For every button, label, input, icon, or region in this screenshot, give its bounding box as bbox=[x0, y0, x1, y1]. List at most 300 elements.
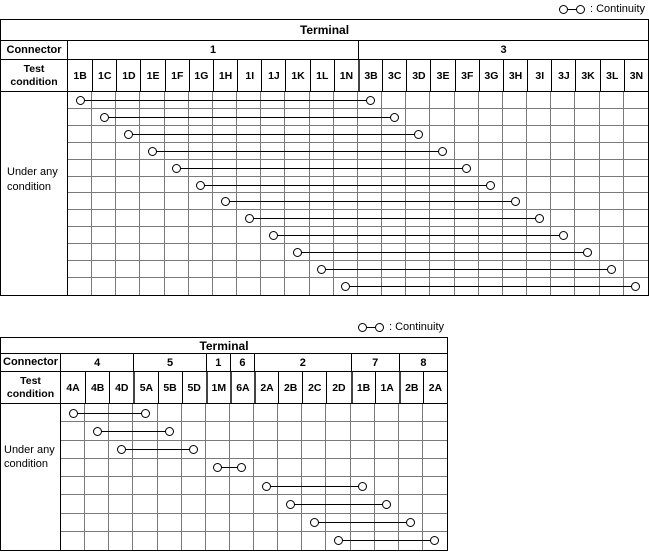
grid-cell bbox=[229, 477, 254, 495]
grid-cell bbox=[398, 404, 423, 422]
grid-cell bbox=[237, 227, 261, 244]
continuity-line bbox=[100, 431, 166, 432]
grid-cell bbox=[61, 495, 85, 513]
terminal-cell-4D: 4D bbox=[109, 372, 133, 403]
grid-cell bbox=[479, 109, 503, 126]
grid-cell bbox=[350, 441, 375, 459]
continuity-line bbox=[276, 235, 560, 236]
grid-cell bbox=[165, 193, 189, 210]
grid-cell bbox=[624, 143, 648, 160]
terminal-cell-1B: 1B bbox=[73, 69, 87, 82]
continuity-symbol-icon bbox=[358, 323, 384, 332]
grid-cell bbox=[375, 441, 399, 459]
connector-label: Connector bbox=[1, 354, 61, 371]
grid-cell bbox=[92, 261, 116, 278]
grid-cell bbox=[600, 109, 624, 126]
grid-cell bbox=[600, 210, 624, 227]
grid-cell bbox=[68, 143, 92, 160]
terminal-cell-1I: 1I bbox=[237, 60, 261, 91]
continuity-table-1 bbox=[0, 2, 649, 296]
grid-cell bbox=[116, 177, 140, 194]
terminal-header-row bbox=[1, 20, 648, 41]
connector-group-3: 3 bbox=[358, 41, 648, 59]
grid-cell bbox=[285, 261, 309, 278]
continuity-line bbox=[124, 449, 190, 450]
grid-cell bbox=[140, 210, 164, 227]
grid-cell bbox=[253, 495, 278, 513]
terminal-cell-3N: 3N bbox=[624, 60, 648, 91]
terminal-cell-2A: 2A bbox=[423, 372, 447, 403]
terminal-cell-2A: 2A bbox=[254, 372, 278, 403]
continuity-line bbox=[228, 201, 512, 202]
grid-cell bbox=[116, 160, 140, 177]
grid-cell bbox=[92, 278, 116, 295]
connector-group-7: 7 bbox=[351, 354, 399, 371]
terminal-cell-3I: 3I bbox=[527, 60, 551, 91]
terminal-cell-3E: 3E bbox=[430, 60, 454, 91]
grid-cell bbox=[302, 459, 326, 477]
grid-cell bbox=[61, 459, 85, 477]
terminal-cell-1J: 1J bbox=[261, 60, 285, 91]
grid-cell bbox=[85, 495, 109, 513]
grid-cell bbox=[278, 422, 302, 440]
grid-cell bbox=[61, 422, 85, 440]
connector-group-4: 4 bbox=[94, 356, 101, 369]
grid-cell bbox=[624, 126, 648, 143]
grid-cell bbox=[68, 227, 92, 244]
grid-cell bbox=[261, 261, 285, 278]
grid-cell bbox=[116, 210, 140, 227]
grid-cell bbox=[624, 261, 648, 278]
grid-cell bbox=[551, 109, 575, 126]
grid-cell bbox=[624, 92, 648, 109]
connector-group-1: 1 bbox=[209, 44, 217, 56]
terminal-cell-1E: 1E bbox=[140, 60, 164, 91]
table-frame bbox=[0, 337, 448, 551]
grid-cell bbox=[213, 227, 237, 244]
grid-cell bbox=[253, 441, 278, 459]
grid-cell bbox=[624, 109, 648, 126]
row-condition-label bbox=[1, 92, 68, 295]
continuity-table-2 bbox=[0, 320, 448, 551]
grid-cell bbox=[527, 92, 551, 109]
grid-cell bbox=[503, 126, 527, 143]
grid-cell bbox=[326, 404, 350, 422]
grid-cell bbox=[68, 278, 92, 295]
grid-cell bbox=[302, 532, 326, 550]
continuity-line bbox=[269, 486, 360, 487]
grid-cell bbox=[182, 404, 206, 422]
grid-cell bbox=[253, 404, 278, 422]
continuity-line bbox=[180, 168, 464, 169]
grid-cell bbox=[182, 532, 206, 550]
terminal-cell-3J: 3J bbox=[551, 60, 575, 91]
grid-cell bbox=[600, 177, 624, 194]
terminal-dot-3C bbox=[390, 113, 399, 122]
grid-cell bbox=[398, 441, 423, 459]
continuity-line bbox=[341, 540, 432, 541]
terminal-dot-4A bbox=[69, 409, 78, 418]
continuity-line bbox=[204, 185, 488, 186]
grid-cell bbox=[503, 92, 527, 109]
grid-cell bbox=[205, 422, 230, 440]
grid-cell bbox=[213, 278, 237, 295]
grid-cell bbox=[182, 459, 206, 477]
terminal-cell-5A: 5A bbox=[133, 372, 157, 403]
grid-cell bbox=[205, 495, 230, 513]
terminal-dot-2B bbox=[286, 500, 295, 509]
test-condition-row bbox=[1, 60, 648, 92]
grid-cell bbox=[527, 126, 551, 143]
grid-cell bbox=[92, 143, 116, 160]
grid-cell bbox=[326, 422, 350, 440]
grid-cell bbox=[423, 495, 447, 513]
grid-cell bbox=[398, 477, 423, 495]
legend-circle-icon bbox=[559, 5, 568, 14]
grid-cell bbox=[116, 227, 140, 244]
grid-cell bbox=[189, 278, 213, 295]
terminal-cell-1H: 1H bbox=[213, 60, 237, 91]
grid-cell bbox=[600, 92, 624, 109]
grid-cell bbox=[109, 459, 133, 477]
terminal-header: Terminal bbox=[199, 338, 249, 353]
grid-cell bbox=[140, 160, 164, 177]
grid-cell bbox=[503, 160, 527, 177]
grid-cell bbox=[68, 160, 92, 177]
terminal-dot-2A bbox=[262, 482, 271, 491]
grid-cell bbox=[551, 177, 575, 194]
grid-cell bbox=[575, 193, 599, 210]
terminal-cell-4A: 4A bbox=[66, 381, 80, 394]
grid-cell bbox=[423, 404, 447, 422]
grid-cell bbox=[213, 210, 237, 227]
terminal-dot-1G bbox=[196, 181, 205, 190]
grid-cell bbox=[109, 495, 133, 513]
continuity-line bbox=[156, 151, 440, 152]
grid-cell bbox=[600, 193, 624, 210]
grid-cell bbox=[302, 404, 326, 422]
terminal-cell-1G: 1G bbox=[189, 60, 213, 91]
terminal-dot-3G bbox=[486, 181, 495, 190]
legend-circle-icon bbox=[576, 5, 585, 14]
grid-cell bbox=[213, 261, 237, 278]
grid-cell bbox=[261, 244, 285, 261]
terminal-cell-3C: 3C bbox=[382, 60, 406, 91]
grid-cell bbox=[213, 244, 237, 261]
grid-cell bbox=[350, 459, 375, 477]
continuity-legend-1 bbox=[0, 2, 649, 16]
terminal-dot-1B bbox=[358, 482, 367, 491]
terminal-cell-3G: 3G bbox=[479, 60, 503, 91]
grid-cell bbox=[205, 477, 230, 495]
grid-cell bbox=[398, 495, 423, 513]
terminal-cell-5D: 5D bbox=[182, 372, 206, 403]
terminal-dot-2C bbox=[310, 518, 319, 527]
grid-cell bbox=[375, 459, 399, 477]
grid-cell bbox=[109, 532, 133, 550]
grid-cell bbox=[551, 143, 575, 160]
grid-cell bbox=[455, 143, 479, 160]
terminal-dot-1C bbox=[100, 113, 109, 122]
continuity-test-page bbox=[0, 2, 649, 551]
grid-cell bbox=[624, 160, 648, 177]
grid-cell bbox=[326, 459, 350, 477]
terminal-cell-1L: 1L bbox=[310, 60, 334, 91]
terminal-cell-1B: 1B bbox=[351, 372, 375, 403]
grid-cell bbox=[423, 459, 447, 477]
terminal-cell-3H: 3H bbox=[503, 60, 527, 91]
grid-cell bbox=[92, 177, 116, 194]
grid-cell bbox=[406, 109, 430, 126]
grid-cell bbox=[116, 261, 140, 278]
grid-cell bbox=[85, 514, 109, 532]
grid-cell bbox=[503, 143, 527, 160]
grid-cell bbox=[92, 193, 116, 210]
grid-cell bbox=[398, 422, 423, 440]
grid-cell bbox=[165, 177, 189, 194]
grid-cell bbox=[205, 532, 230, 550]
grid-cell bbox=[479, 160, 503, 177]
terminal-cells bbox=[68, 60, 648, 91]
grid-cell bbox=[132, 477, 157, 495]
terminal-cell-1F: 1F bbox=[165, 60, 189, 91]
grid-cell bbox=[261, 278, 285, 295]
grid-cell bbox=[237, 278, 261, 295]
grid-cell bbox=[229, 404, 254, 422]
grid-cell bbox=[527, 177, 551, 194]
legend-label: : Continuity bbox=[589, 3, 645, 15]
grid-cell bbox=[229, 495, 254, 513]
connector-label: Connector bbox=[1, 41, 68, 59]
terminal-dot-1F bbox=[172, 164, 181, 173]
grid-cell bbox=[189, 193, 213, 210]
grid-cell bbox=[92, 244, 116, 261]
grid-cell bbox=[85, 477, 109, 495]
grid-cell bbox=[285, 278, 309, 295]
grid-cell bbox=[600, 126, 624, 143]
terminal-cell-1N: 1N bbox=[334, 60, 358, 91]
grid-cell bbox=[624, 244, 648, 261]
grid-cell bbox=[132, 514, 157, 532]
grid-cell bbox=[140, 278, 164, 295]
terminal-header: Terminal bbox=[299, 23, 350, 37]
connector-group-1: 1 bbox=[206, 354, 230, 371]
grid-cell bbox=[140, 177, 164, 194]
terminal-cell-1A: 1A bbox=[375, 372, 399, 403]
terminal-cell-6A: 6A bbox=[230, 372, 254, 403]
grid-cell bbox=[423, 422, 447, 440]
grid-cell bbox=[278, 459, 302, 477]
grid-cell bbox=[92, 227, 116, 244]
terminal-dot-3F bbox=[462, 164, 471, 173]
grid-cell bbox=[624, 177, 648, 194]
grid-cell bbox=[92, 210, 116, 227]
terminal-dot-4B bbox=[93, 427, 102, 436]
grid-cell bbox=[575, 143, 599, 160]
grid-cell bbox=[165, 210, 189, 227]
grid-cell bbox=[237, 244, 261, 261]
grid-cell bbox=[423, 514, 447, 532]
grid-cell bbox=[182, 422, 206, 440]
grid-cell bbox=[140, 261, 164, 278]
grid-cell bbox=[189, 210, 213, 227]
grid-cell bbox=[423, 441, 447, 459]
grid-cell bbox=[182, 495, 206, 513]
grid-cell bbox=[503, 109, 527, 126]
terminal-cell-1M: 1M bbox=[206, 372, 230, 403]
row-condition-text: Under any condition bbox=[7, 166, 58, 193]
grid-cell bbox=[430, 109, 454, 126]
grid-cell bbox=[229, 532, 254, 550]
grid-cell bbox=[398, 459, 423, 477]
grid-cell bbox=[116, 244, 140, 261]
grid-cell bbox=[85, 441, 109, 459]
grid-cell bbox=[503, 177, 527, 194]
grid-cell bbox=[253, 459, 278, 477]
terminal-cell-3K: 3K bbox=[575, 60, 599, 91]
grid-cell bbox=[527, 193, 551, 210]
grid-cell bbox=[551, 160, 575, 177]
grid-cell bbox=[302, 441, 326, 459]
terminal-cell-4B: 4B bbox=[85, 372, 109, 403]
grid-cell bbox=[551, 193, 575, 210]
continuity-line bbox=[252, 218, 536, 219]
grid-cell bbox=[61, 477, 85, 495]
legend-circle-icon bbox=[375, 323, 384, 332]
continuity-line bbox=[301, 252, 585, 253]
grid-cell bbox=[479, 143, 503, 160]
terminal-dot-5B bbox=[165, 427, 174, 436]
terminal-dot-4D bbox=[117, 445, 126, 454]
grid-cell bbox=[423, 477, 447, 495]
grid-cell bbox=[600, 227, 624, 244]
grid-cell bbox=[382, 92, 406, 109]
grid-cell bbox=[68, 261, 92, 278]
grid-cell bbox=[600, 160, 624, 177]
terminal-cell-2B: 2B bbox=[399, 372, 423, 403]
grid-cell bbox=[575, 177, 599, 194]
grid-cell bbox=[455, 92, 479, 109]
grid-cell bbox=[205, 514, 230, 532]
grid-cell bbox=[165, 227, 189, 244]
grid-cell bbox=[85, 459, 109, 477]
grid-cell bbox=[575, 160, 599, 177]
test-condition-label: Test condition bbox=[1, 372, 61, 403]
grid-cell bbox=[158, 532, 182, 550]
grid-cell bbox=[189, 261, 213, 278]
grid-cell bbox=[624, 193, 648, 210]
grid-cell bbox=[68, 193, 92, 210]
grid-cell bbox=[551, 126, 575, 143]
grid-cell bbox=[132, 532, 157, 550]
grid-cell bbox=[116, 278, 140, 295]
grid-cell bbox=[575, 210, 599, 227]
legend-label: : Continuity bbox=[388, 321, 444, 333]
terminal-cell-1D: 1D bbox=[116, 60, 140, 91]
grid-cell bbox=[575, 92, 599, 109]
grid-cell bbox=[61, 441, 85, 459]
terminal-dot-3D bbox=[414, 130, 423, 139]
grid-cell bbox=[229, 514, 254, 532]
grid-cell bbox=[182, 477, 206, 495]
grid-cell bbox=[189, 227, 213, 244]
grid-cell bbox=[109, 477, 133, 495]
terminal-cell-2D: 2D bbox=[326, 372, 350, 403]
grid-cell bbox=[140, 244, 164, 261]
grid-cell bbox=[278, 532, 302, 550]
grid-cell bbox=[189, 244, 213, 261]
test-condition-label: Test condition bbox=[1, 60, 68, 91]
connector-group-6: 6 bbox=[230, 354, 254, 371]
terminal-dot-1D bbox=[124, 130, 133, 139]
connector-group-5: 5 bbox=[133, 354, 205, 371]
continuity-grid bbox=[68, 92, 648, 295]
grid-cell bbox=[527, 160, 551, 177]
test-condition-row bbox=[1, 372, 447, 404]
grid-cell bbox=[624, 227, 648, 244]
grid-cell bbox=[278, 514, 302, 532]
grid-cell bbox=[116, 143, 140, 160]
grid-cell bbox=[375, 404, 399, 422]
terminal-cells bbox=[61, 372, 447, 403]
grid-cell bbox=[575, 109, 599, 126]
grid-cell bbox=[237, 261, 261, 278]
grid-cell bbox=[158, 459, 182, 477]
continuity-grid bbox=[61, 404, 447, 550]
grid-cell bbox=[229, 441, 254, 459]
grid-cell bbox=[68, 177, 92, 194]
terminal-cell-1K: 1K bbox=[285, 60, 309, 91]
grid-cell bbox=[575, 126, 599, 143]
grid-row bbox=[1, 404, 447, 550]
continuity-line bbox=[83, 100, 367, 101]
grid-cell bbox=[406, 92, 430, 109]
grid-cell bbox=[551, 210, 575, 227]
grid-cell bbox=[310, 278, 334, 295]
terminal-dot-5A bbox=[141, 409, 150, 418]
grid-cell bbox=[132, 495, 157, 513]
grid-cell bbox=[61, 514, 85, 532]
grid-cell bbox=[479, 126, 503, 143]
terminal-dot-1A bbox=[382, 500, 391, 509]
grid-cell bbox=[158, 514, 182, 532]
continuity-line bbox=[76, 413, 142, 414]
legend-line-icon bbox=[568, 9, 576, 10]
continuity-symbol-icon bbox=[559, 5, 585, 14]
continuity-legend-2 bbox=[0, 320, 448, 334]
grid-cell bbox=[455, 126, 479, 143]
grid-cell bbox=[165, 244, 189, 261]
grid-cell bbox=[85, 532, 109, 550]
terminal-cell-3F: 3F bbox=[455, 60, 479, 91]
connector-group-2: 2 bbox=[254, 354, 351, 371]
grid-cell bbox=[253, 422, 278, 440]
grid-cell bbox=[278, 404, 302, 422]
grid-cell bbox=[600, 143, 624, 160]
grid-cell bbox=[132, 459, 157, 477]
grid-cell bbox=[205, 441, 230, 459]
grid-cell bbox=[68, 244, 92, 261]
grid-cell bbox=[430, 92, 454, 109]
connector-group-8: 8 bbox=[399, 354, 447, 371]
terminal-cell-3B: 3B bbox=[358, 60, 382, 91]
grid-cell bbox=[68, 210, 92, 227]
grid-cell bbox=[205, 404, 230, 422]
terminal-cell-3D: 3D bbox=[406, 60, 430, 91]
grid-cell bbox=[229, 422, 254, 440]
terminal-cell-3L: 3L bbox=[600, 60, 624, 91]
legend-line-icon bbox=[367, 327, 375, 328]
